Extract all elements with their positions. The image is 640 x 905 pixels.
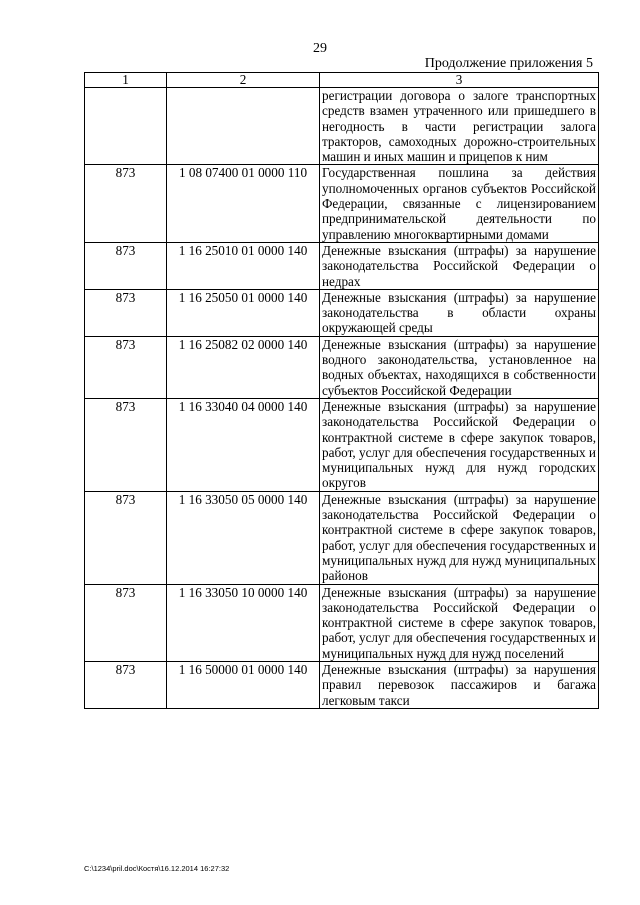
column-header-3: 3 (320, 73, 599, 88)
administrator-code-cell: 873 (85, 289, 167, 336)
revenue-description-cell: Денежные взыскания (штрафы) за нарушение законодательства Российской Федерации о контрактной системе в сфере закупок товаров, работ, услуг для обеспечения государственных и муниципальных нужд для нужд поселений (320, 584, 599, 661)
revenue-description-cell: Денежные взыскания (штрафы) за нарушение законодательства в области охраны окружающей среды (320, 289, 599, 336)
table-row (85, 661, 599, 708)
administrator-code-cell: 873 (85, 336, 167, 398)
table-row (85, 398, 599, 491)
table-row (85, 88, 599, 165)
table-row (85, 491, 599, 584)
revenue-description-cell: Денежные взыскания (штрафы) за нарушения правил перевозок пассажиров и багажа легковым такси (320, 661, 599, 708)
table-row (85, 584, 599, 661)
revenue-description-cell: Денежные взыскания (штрафы) за нарушение законодательства Российской Федерации о недрах (320, 242, 599, 289)
administrator-code-cell: 873 (85, 661, 167, 708)
table-row (85, 165, 599, 242)
revenue-code-cell: 1 16 33040 04 0000 140 (167, 398, 320, 491)
revenue-code-cell: 1 08 07400 01 0000 110 (167, 165, 320, 242)
revenue-description-cell: Денежные взыскания (штрафы) за нарушение законодательства Российской Федерации о контрактной системе в сфере закупок товаров, работ, услуг для обеспечения государственных и муниципальных нужд для нужд муниципальных районов (320, 491, 599, 584)
administrator-code-cell (85, 88, 167, 165)
table-row (85, 242, 599, 289)
revenue-description-cell: регистрации договора о залоге транспортных средств взамен утраченного или пришедшего в негодность в части регистрации залога тракторов, самоходных дорожно-строительных машин и иных машин и прицепов к ним (320, 88, 599, 165)
appendix-continuation-label: Продолжение приложения 5 (424, 56, 593, 71)
revenue-code-cell: 1 16 25082 02 0000 140 (167, 336, 320, 398)
column-header-1: 1 (85, 73, 167, 88)
page-number: 29 (313, 41, 327, 56)
revenue-code-cell: 1 16 33050 10 0000 140 (167, 584, 320, 661)
administrator-code-cell: 873 (85, 242, 167, 289)
revenue-code-cell: 1 16 50000 01 0000 140 (167, 661, 320, 708)
revenue-code-cell: 1 16 25050 01 0000 140 (167, 289, 320, 336)
administrator-code-cell: 873 (85, 584, 167, 661)
column-header-2: 2 (167, 73, 320, 88)
revenue-code-cell: 1 16 33050 05 0000 140 (167, 491, 320, 584)
revenue-description-cell: Государственная пошлина за действия уполномоченных органов субъектов Российской Федерации, связанные с лицензированием предпринимательской деятельности по управлению многоквартирными домами (320, 165, 599, 242)
table-row (85, 336, 599, 398)
revenue-code-cell: 1 16 25010 01 0000 140 (167, 242, 320, 289)
administrator-code-cell: 873 (85, 398, 167, 491)
administrator-code-cell: 873 (85, 491, 167, 584)
table-header-row (85, 73, 599, 88)
revenue-codes-table (84, 72, 599, 709)
file-path-footer: C:\1234\pril.doc\Костя\16.12.2014 16:27:32 (84, 864, 230, 873)
revenue-description-cell: Денежные взыскания (штрафы) за нарушение водного законодательства, установленное на водных объектах, находящихся в собственности субъектов Российской Федерации (320, 336, 599, 398)
administrator-code-cell: 873 (85, 165, 167, 242)
table-row (85, 289, 599, 336)
revenue-description-cell: Денежные взыскания (штрафы) за нарушение законодательства Российской Федерации о контрактной системе в сфере закупок товаров, работ, услуг для обеспечения государственных и муниципальных нужд для нужд городских округов (320, 398, 599, 491)
revenue-code-cell (167, 88, 320, 165)
